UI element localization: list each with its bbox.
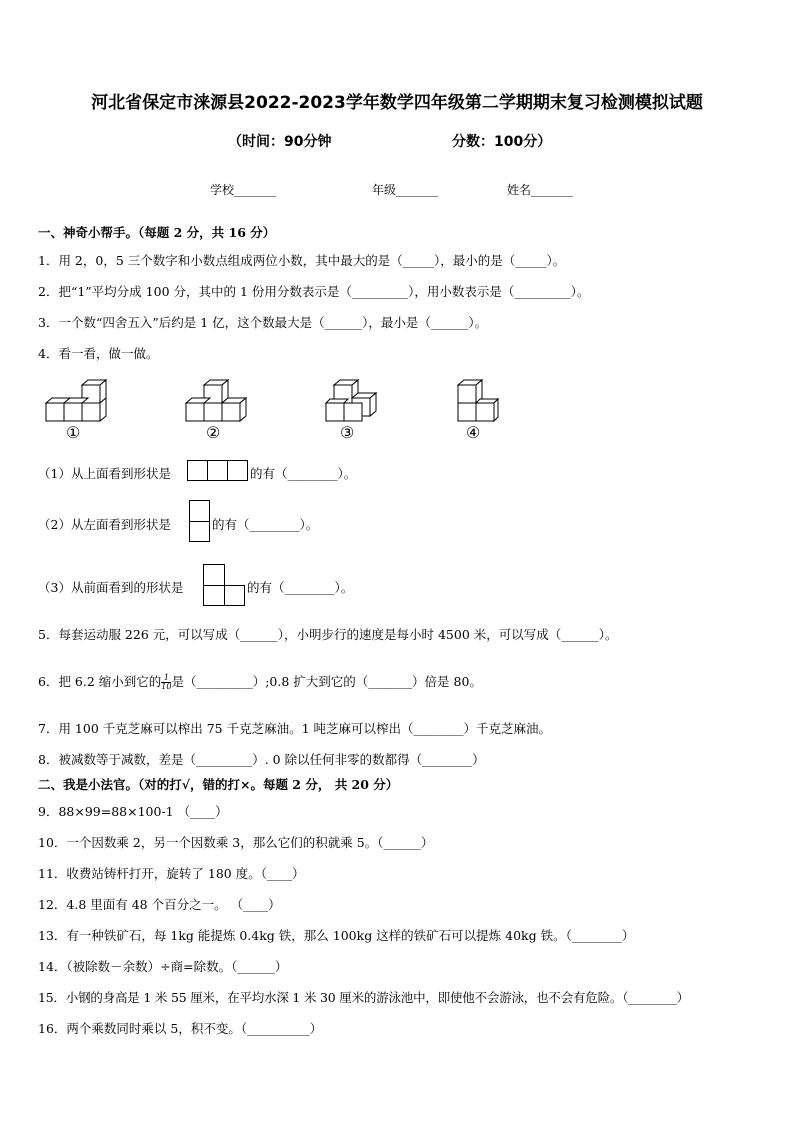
question-9: 9．88×99=88×100-1 （____） bbox=[38, 804, 228, 819]
fraction-one-tenth: $\frac{1}{10}$ bbox=[161, 673, 172, 691]
question-12: 12．4.8 里面有 48 个百分之一。 （____） bbox=[38, 897, 281, 912]
left-view-shape bbox=[189, 500, 210, 542]
question-4-part-2-prefix: （2）从左面看到形状是 bbox=[38, 517, 171, 532]
section-2-heading: 二、我是小法官。（对的打√，错的打×。每题 2 分， 共 20 分） bbox=[38, 777, 399, 792]
figure-label-1: ① bbox=[66, 423, 81, 442]
name-field[interactable]: 姓名_______ bbox=[507, 183, 574, 197]
figure-label-3: ③ bbox=[340, 423, 355, 442]
question-11: 11．收费站铸杆打开，旋转了 180 度。（____） bbox=[38, 866, 305, 881]
figure-label-2: ② bbox=[206, 423, 221, 442]
cube-figure-1 bbox=[44, 379, 108, 423]
question-6 bbox=[38, 672, 482, 691]
question-4-part-2-suffix: 的有（________）。 bbox=[212, 517, 319, 532]
exam-score: 分数：100分） bbox=[452, 134, 552, 150]
exam-time: （时间：90分钟 bbox=[228, 134, 332, 150]
grade-field[interactable]: 年级_______ bbox=[372, 183, 439, 197]
question-6-prefix: 6．把 6.2 缩小到它的 bbox=[38, 674, 162, 689]
section-1-heading: 一、神奇小帮手。（每题 2 分，共 16 分） bbox=[38, 225, 276, 240]
top-view-shape bbox=[187, 460, 249, 481]
question-4-part-3-prefix: （3）从前面看到的形状是 bbox=[38, 580, 184, 595]
question-16: 16．两个乘数同时乘以 5，积不变。（__________） bbox=[38, 1021, 323, 1036]
figure-label-4: ④ bbox=[466, 423, 481, 442]
cube-figure-2 bbox=[184, 379, 248, 423]
question-8: 8．被减数等于减数，差是（_________）. 0 除以任何非零的数都得（________） bbox=[38, 752, 485, 767]
cube-figure-4 bbox=[456, 379, 500, 423]
front-view-shape bbox=[203, 564, 245, 606]
question-4-part-1-suffix: 的有（________）。 bbox=[250, 466, 357, 481]
school-field[interactable]: 学校_______ bbox=[210, 183, 277, 197]
question-10: 10．一个因数乘 2，另一个因数乘 3，那么它们的积就乘 5。（______） bbox=[38, 835, 434, 850]
question-5: 5．每套运动服 226 元，可以写成（______），小明步行的速度是每小时 4500 米，可以写成（______）。 bbox=[38, 627, 618, 642]
question-3: 3．一个数“四舍五入”后约是 1 亿，这个数最大是（______），最小是（______）。 bbox=[38, 315, 488, 330]
question-4-part-1-prefix: （1）从上面看到形状是 bbox=[38, 466, 171, 481]
question-2: 2．把“1”平均分成 100 分，其中的 1 份用分数表示是（_________），用小数表示是（_________）。 bbox=[38, 284, 590, 299]
question-4: 4．看一看，做一做。 bbox=[38, 346, 159, 361]
question-6-suffix: 是（_________）;0.8 扩大到它的（_______）倍是 80。 bbox=[171, 674, 482, 689]
question-7: 7．用 100 千克芝麻可以榨出 75 千克芝麻油。1 吨芝麻可以榨出（________）千克芝麻油。 bbox=[38, 721, 552, 736]
cube-figure-3 bbox=[324, 379, 380, 423]
question-15: 15．小钢的身高是 1 米 55 厘米，在平均水深 1 米 30 厘米的游泳池中，即使他不会游泳，也不会有危险。（________） bbox=[38, 990, 689, 1005]
question-13: 13．有一种铁矿石，每 1kg 能提炼 0.4kg 铁，那么 100kg 这样的铁矿石可以提炼 40kg 铁。（________） bbox=[38, 928, 635, 943]
question-14: 14．（被除数－余数）÷商=除数。（______） bbox=[38, 959, 288, 974]
question-4-part-3-suffix: 的有（________）。 bbox=[247, 580, 354, 595]
question-1: 1．用 2，0，5 三个数字和小数点组成两位小数，其中最大的是（_____），最小的是（_____）。 bbox=[38, 253, 566, 268]
page-title: 河北省保定市涞源县2022-2023学年数学四年级第二学期期末复习检测模拟试题 bbox=[91, 93, 703, 113]
